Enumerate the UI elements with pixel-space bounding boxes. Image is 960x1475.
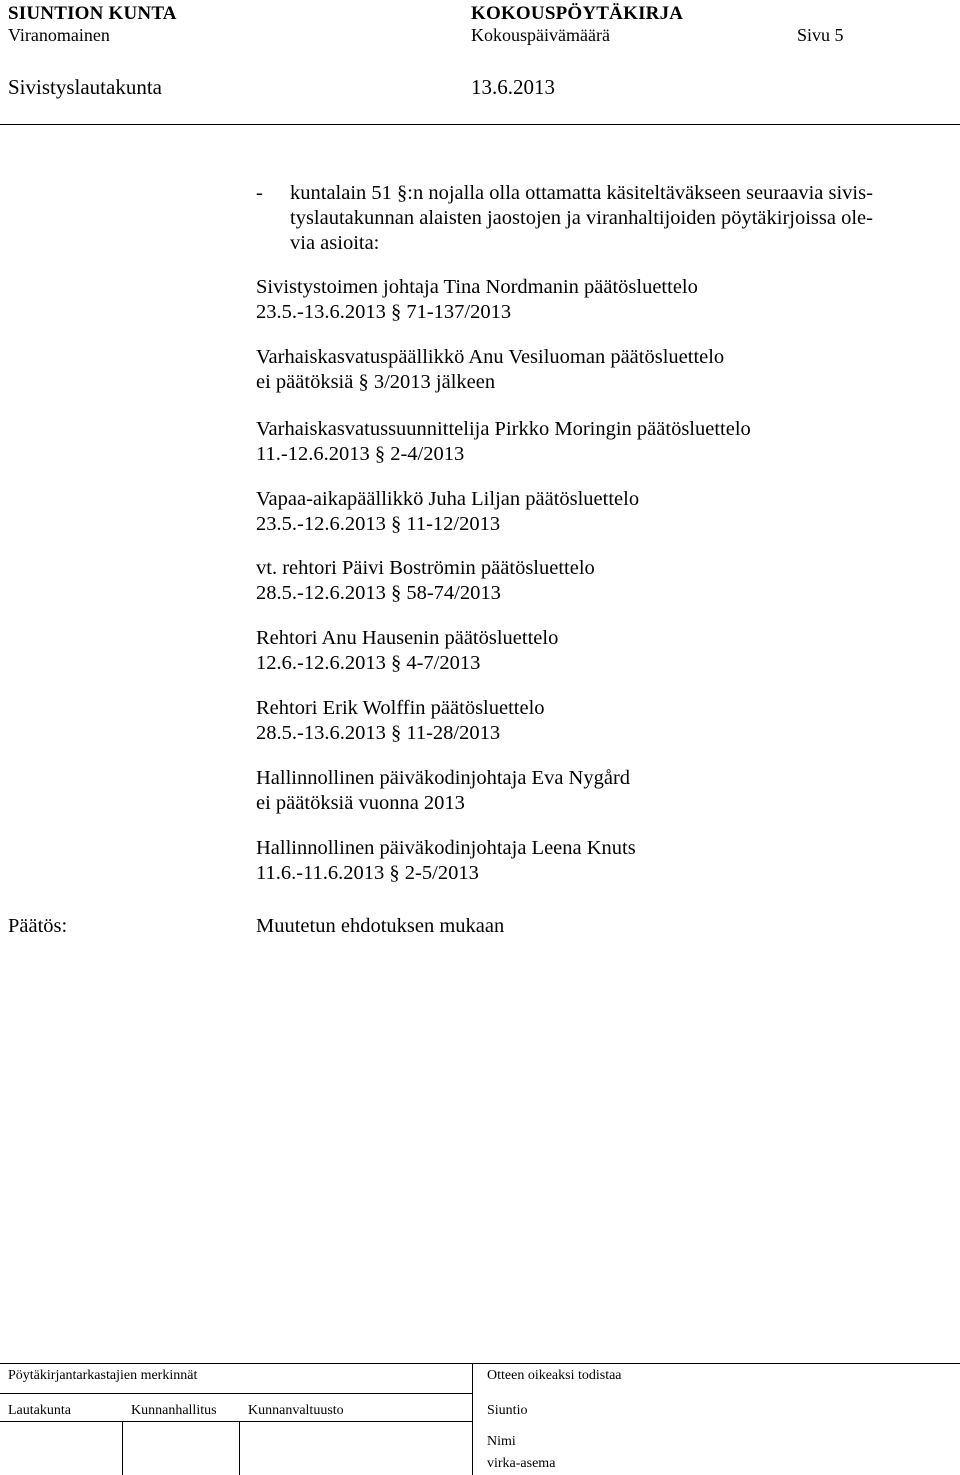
col-kunnanhallitus: Kunnanhallitus — [131, 1403, 217, 1418]
list-item — [256, 345, 724, 395]
col-kunnanvaltuusto: Kunnanvaltuusto — [248, 1403, 344, 1418]
entry-title: Varhaiskasvatuspäällikkö Anu Vesiluoman päätösluettelo — [256, 346, 725, 368]
footer-center-divider — [472, 1363, 473, 1475]
authority-label: Viranomainen — [8, 25, 110, 45]
intro-paragraph — [290, 181, 873, 256]
intro-line: kuntalain 51 §:n nojalla olla ottamatta käsiteltäväkseen seuraavia sivis- — [290, 182, 873, 204]
footer-col-divider — [122, 1421, 123, 1475]
organization-name: SIUNTION KUNTA — [8, 3, 177, 24]
entry-detail: ei päätöksiä § 3/2013 jälkeen — [256, 371, 496, 393]
list-item — [256, 487, 639, 537]
office-label: virka-asema — [487, 1456, 556, 1471]
meeting-date-label: Kokouspäivämäärä — [471, 25, 610, 45]
intro-line: tyslautakunnan alaisten jaostojen ja viranhaltijoiden pöytäkirjoissa ole- — [290, 207, 873, 229]
entry-title: Hallinnollinen päiväkodinjohtaja Leena Knuts — [256, 837, 636, 859]
decision-text: Muutetun ehdotuksen mukaan — [256, 915, 505, 937]
entry-detail: 12.6.-12.6.2013 § 4-7/2013 — [256, 652, 481, 674]
header-divider — [0, 124, 960, 125]
list-item — [256, 766, 630, 816]
list-item — [256, 556, 595, 606]
entry-detail: 23.5.-12.6.2013 § 11-12/2013 — [256, 513, 501, 535]
reviewers-label: Pöytäkirjantarkastajien merkinnät — [8, 1368, 198, 1383]
intro-line: via asioita: — [290, 232, 380, 254]
list-item — [256, 626, 558, 676]
intro-dash: - — [256, 182, 263, 204]
entry-detail: 11.-12.6.2013 § 2-4/2013 — [256, 443, 465, 465]
footer-cols-rule — [0, 1421, 472, 1422]
entry-detail: 11.6.-11.6.2013 § 2-5/2013 — [256, 862, 479, 884]
authority-name: Sivistyslautakunta — [8, 75, 162, 99]
list-item — [256, 836, 636, 886]
entry-title: Sivistystoimen johtaja Tina Nordmanin päätösluettelo — [256, 276, 698, 298]
document-type: KOKOUSPÖYTÄKIRJA — [471, 3, 684, 24]
entry-title: Rehtori Anu Hausenin päätösluettelo — [256, 627, 559, 649]
entry-title: Rehtori Erik Wolffin päätösluettelo — [256, 697, 545, 719]
entry-title: Hallinnollinen päiväkodinjohtaja Eva Nygård — [256, 767, 631, 789]
decision-label: Päätös: — [8, 915, 68, 937]
footer-col-divider — [239, 1421, 240, 1475]
list-item — [256, 275, 698, 325]
entry-detail: ei päätöksiä vuonna 2013 — [256, 792, 465, 814]
entry-detail: 28.5.-12.6.2013 § 58-74/2013 — [256, 582, 501, 604]
certified-label: Otteen oikeaksi todistaa — [487, 1368, 622, 1383]
entry-title: vt. rehtori Päivi Boströmin päätösluettelo — [256, 557, 595, 579]
entry-title: Varhaiskasvatussuunnittelija Pirkko Moringin päätösluettelo — [256, 418, 751, 440]
entry-title: Vapaa-aikapäällikkö Juha Liljan päätösluettelo — [256, 488, 640, 510]
entry-detail: 28.5.-13.6.2013 § 11-28/2013 — [256, 722, 501, 744]
list-item — [256, 696, 545, 746]
meeting-date: 13.6.2013 — [471, 75, 555, 99]
name-label: Nimi — [487, 1434, 516, 1449]
footer-top-rule — [0, 1363, 960, 1364]
footer-mid-rule — [0, 1393, 472, 1394]
page-number: Sivu 5 — [797, 25, 844, 45]
col-lautakunta: Lautakunta — [8, 1403, 71, 1418]
entry-detail: 23.5.-13.6.2013 § 71-137/2013 — [256, 301, 512, 323]
list-item — [256, 417, 751, 467]
place-name: Siuntio — [487, 1403, 528, 1418]
